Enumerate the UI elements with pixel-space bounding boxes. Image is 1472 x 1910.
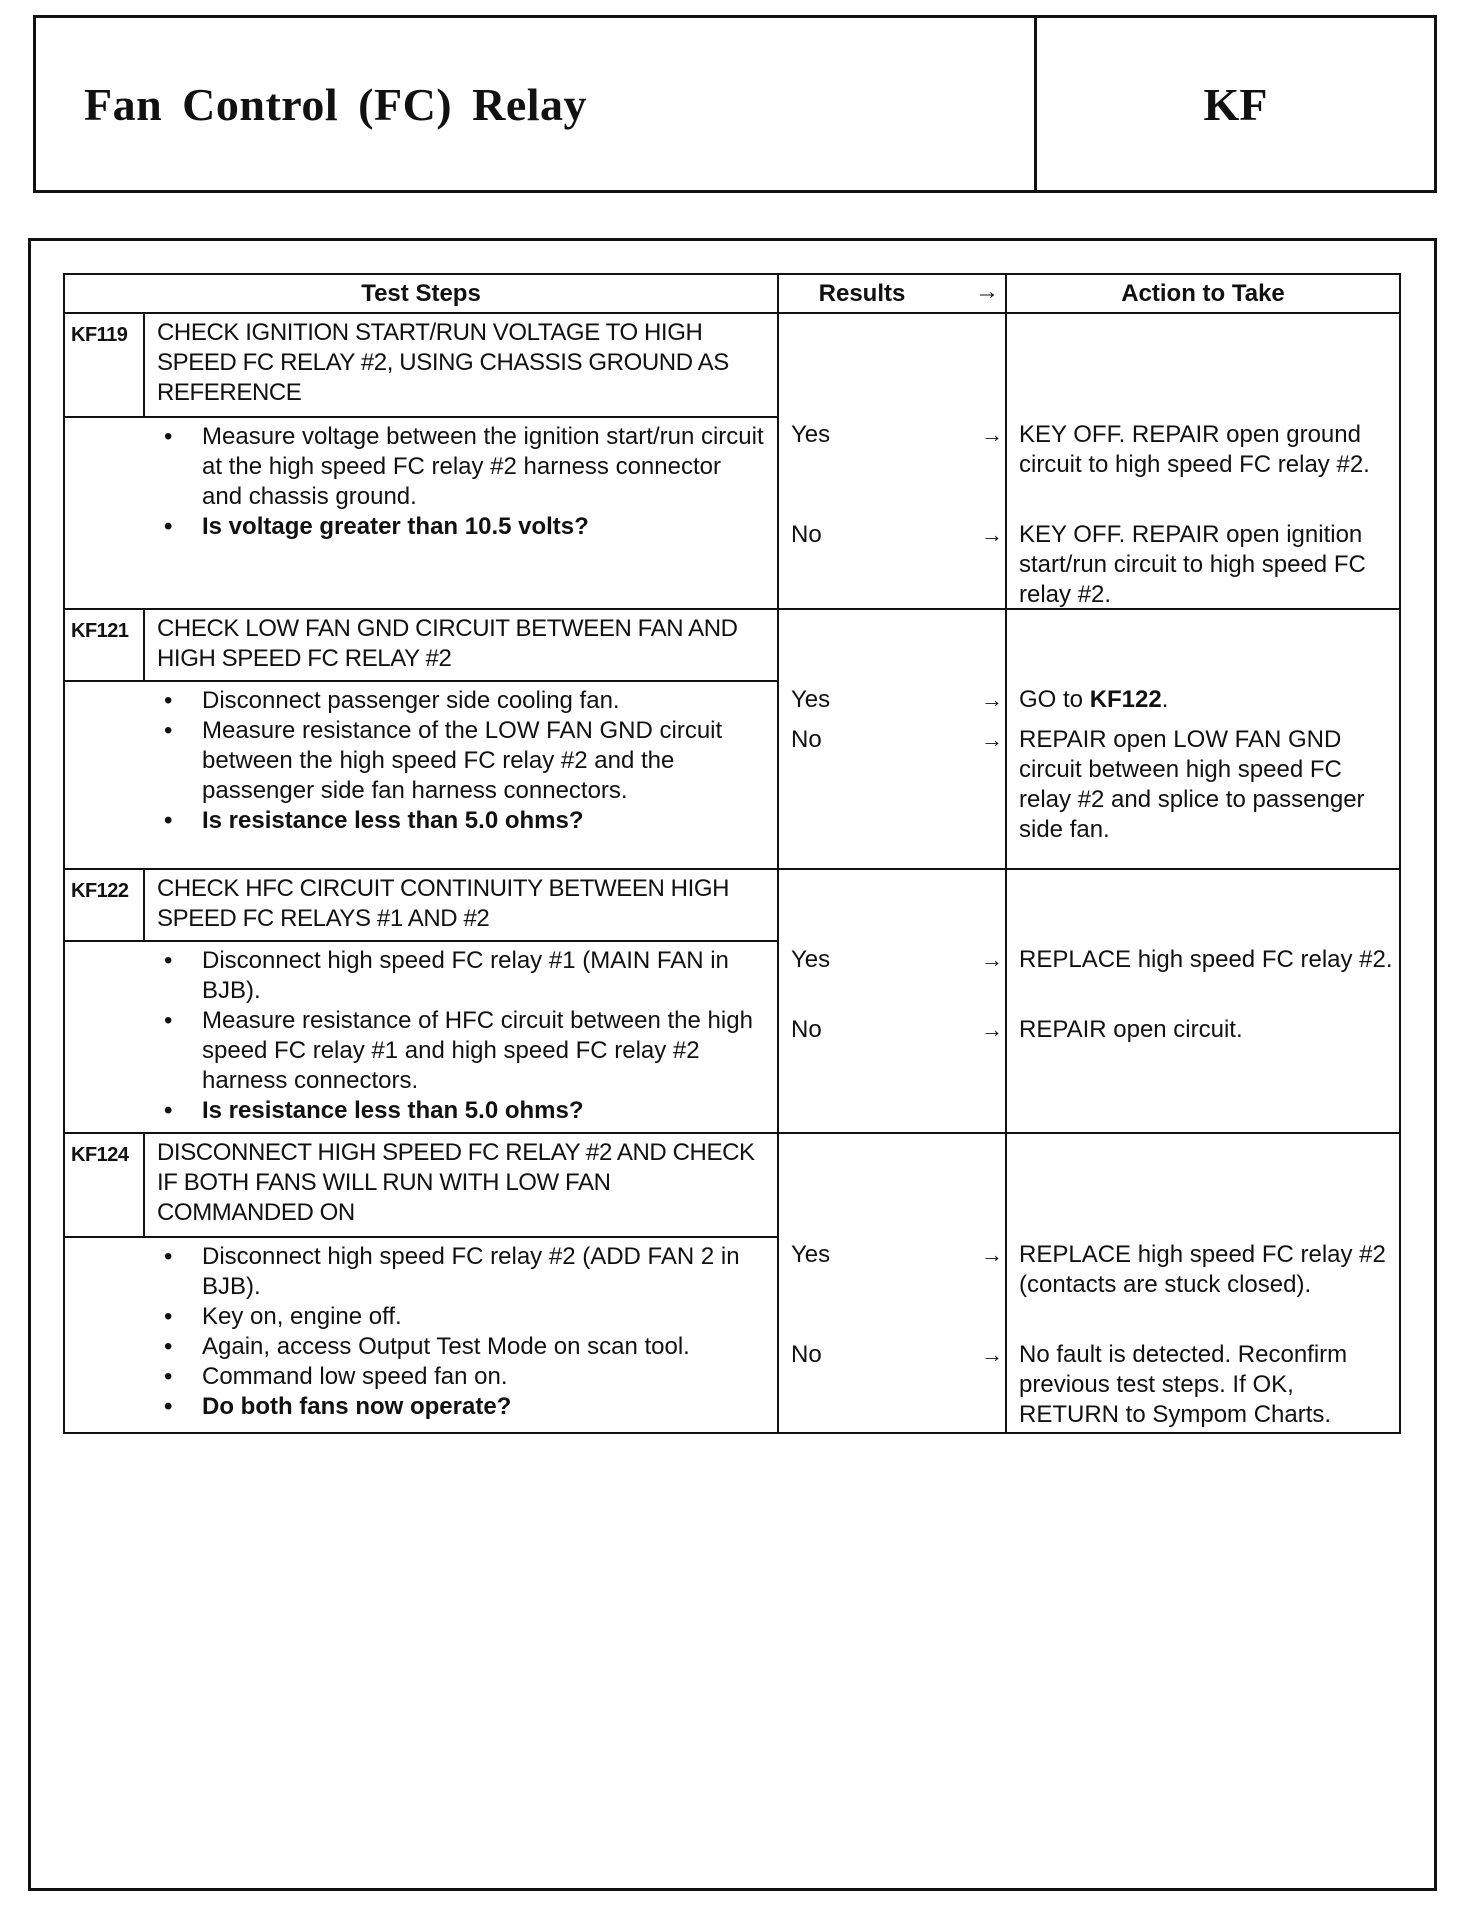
step-title: DISCONNECT HIGH SPEED FC RELAY #2 AND CHECK IF BOTH FANS WILL RUN WITH LOW FAN COMMANDED ON	[144, 1133, 778, 1237]
action-cell	[1006, 609, 1400, 869]
result-label: No	[791, 1341, 822, 1368]
results-cell	[778, 1133, 1006, 1433]
table-row	[64, 869, 1400, 941]
bullet-item: • Measure resistance of HFC circuit between the high speed FC relay #1 and high speed FC relay #2 harness connectors.	[154, 1006, 767, 1096]
bullet-item: • Disconnect high speed FC relay #2 (ADD FAN 2 in BJB).	[154, 1242, 767, 1302]
step-bullets	[144, 417, 778, 609]
bullet-item: • Measure resistance of the LOW FAN GND circuit between the high speed FC relay #2 and the passenger side fan harness connectors.	[154, 716, 767, 806]
arrow-icon: →	[981, 1242, 1003, 1267]
arrow-icon: →	[981, 687, 1003, 712]
action-cell	[1006, 313, 1400, 609]
action-text: GO to KF122.	[1019, 686, 1169, 713]
bullet-item: • Key on, engine off.	[154, 1302, 767, 1332]
section-code: KF	[1203, 78, 1268, 130]
step-bullets	[144, 681, 778, 869]
table-row	[64, 1133, 1400, 1237]
bullet-item: • Again, access Output Test Mode on scan tool.	[154, 1332, 767, 1362]
bullet-item: • Command low speed fan on.	[154, 1362, 767, 1392]
test-steps-table	[63, 273, 1401, 1434]
step-bullets	[144, 1237, 778, 1433]
step-id: KF121	[64, 609, 144, 681]
header-code-cell	[1037, 18, 1434, 190]
result-label: No	[791, 1016, 822, 1043]
result-label: Yes	[791, 686, 831, 713]
page-title: Fan Control (FC) Relay	[84, 78, 588, 130]
action-text: No fault is detected. Reconfirm previous test steps. If OK, RETURN to Sympom Charts.	[1019, 1341, 1348, 1428]
arrow-icon: →	[981, 422, 1003, 447]
result-label: Yes	[791, 946, 831, 973]
step-spacer	[64, 681, 144, 869]
action-text: REPLACE high speed FC relay #2 (contacts are stuck closed).	[1019, 1241, 1386, 1298]
results-cell	[778, 869, 1006, 1133]
result-label: No	[791, 521, 822, 548]
header-action: Action to Take	[1006, 274, 1400, 313]
arrow-icon: →	[981, 1017, 1003, 1042]
table-row	[64, 609, 1400, 681]
step-title: CHECK IGNITION START/RUN VOLTAGE TO HIGH SPEED FC RELAY #2, USING CHASSIS GROUND AS REFERENCE	[144, 313, 778, 417]
header-title-cell	[36, 18, 1037, 190]
bullet-item: • Disconnect passenger side cooling fan.	[154, 686, 767, 716]
bullet-question: • Is resistance less than 5.0 ohms?	[154, 806, 767, 836]
action-text: REPAIR open circuit.	[1019, 1016, 1243, 1043]
header-test-steps: Test Steps	[64, 274, 778, 313]
step-id: KF119	[64, 313, 144, 417]
result-label: Yes	[791, 421, 831, 448]
bullet-question: • Is resistance less than 5.0 ohms?	[154, 1096, 767, 1126]
bullet-item: • Measure voltage between the ignition start/run circuit at the high speed FC relay #2 harness connector and chassis ground.	[154, 422, 767, 512]
action-text: REPAIR open LOW FAN GND circuit between high speed FC relay #2 and splice to passenger side fan.	[1019, 726, 1365, 843]
header-results	[778, 274, 1006, 313]
step-title: CHECK LOW FAN GND CIRCUIT BETWEEN FAN AND HIGH SPEED FC RELAY #2	[144, 609, 778, 681]
action-text: KEY OFF. REPAIR open ignition start/run circuit to high speed FC relay #2.	[1019, 521, 1366, 608]
step-spacer	[64, 1237, 144, 1433]
action-cell	[1006, 869, 1400, 1133]
step-spacer	[64, 941, 144, 1133]
action-cell	[1006, 1133, 1400, 1433]
bullet-question: • Do both fans now operate?	[154, 1392, 767, 1422]
table-header-row	[64, 274, 1400, 313]
table-row	[64, 313, 1400, 417]
results-cell	[778, 313, 1006, 609]
arrow-icon: →	[981, 1342, 1003, 1367]
bullet-item: • Disconnect high speed FC relay #1 (MAIN FAN in BJB).	[154, 946, 767, 1006]
results-cell	[778, 609, 1006, 869]
arrow-icon: →	[981, 522, 1003, 547]
bullet-question: • Is voltage greater than 10.5 volts?	[154, 512, 767, 542]
step-spacer	[64, 417, 144, 609]
step-title: CHECK HFC CIRCUIT CONTINUITY BETWEEN HIGH SPEED FC RELAYS #1 AND #2	[144, 869, 778, 941]
step-id: KF124	[64, 1133, 144, 1237]
step-bullets	[144, 941, 778, 1133]
action-text: KEY OFF. REPAIR open ground circuit to high speed FC relay #2.	[1019, 421, 1370, 478]
step-id: KF122	[64, 869, 144, 941]
header-results-label: Results	[818, 279, 906, 307]
arrow-icon: →	[975, 278, 999, 305]
header-box	[33, 15, 1437, 193]
arrow-icon: →	[981, 947, 1003, 972]
step-reference-link[interactable]: KF122	[1089, 686, 1162, 713]
result-label: Yes	[791, 1241, 831, 1268]
result-label: No	[791, 726, 822, 753]
action-text: REPLACE high speed FC relay #2.	[1019, 946, 1393, 973]
arrow-icon: →	[981, 727, 1003, 752]
